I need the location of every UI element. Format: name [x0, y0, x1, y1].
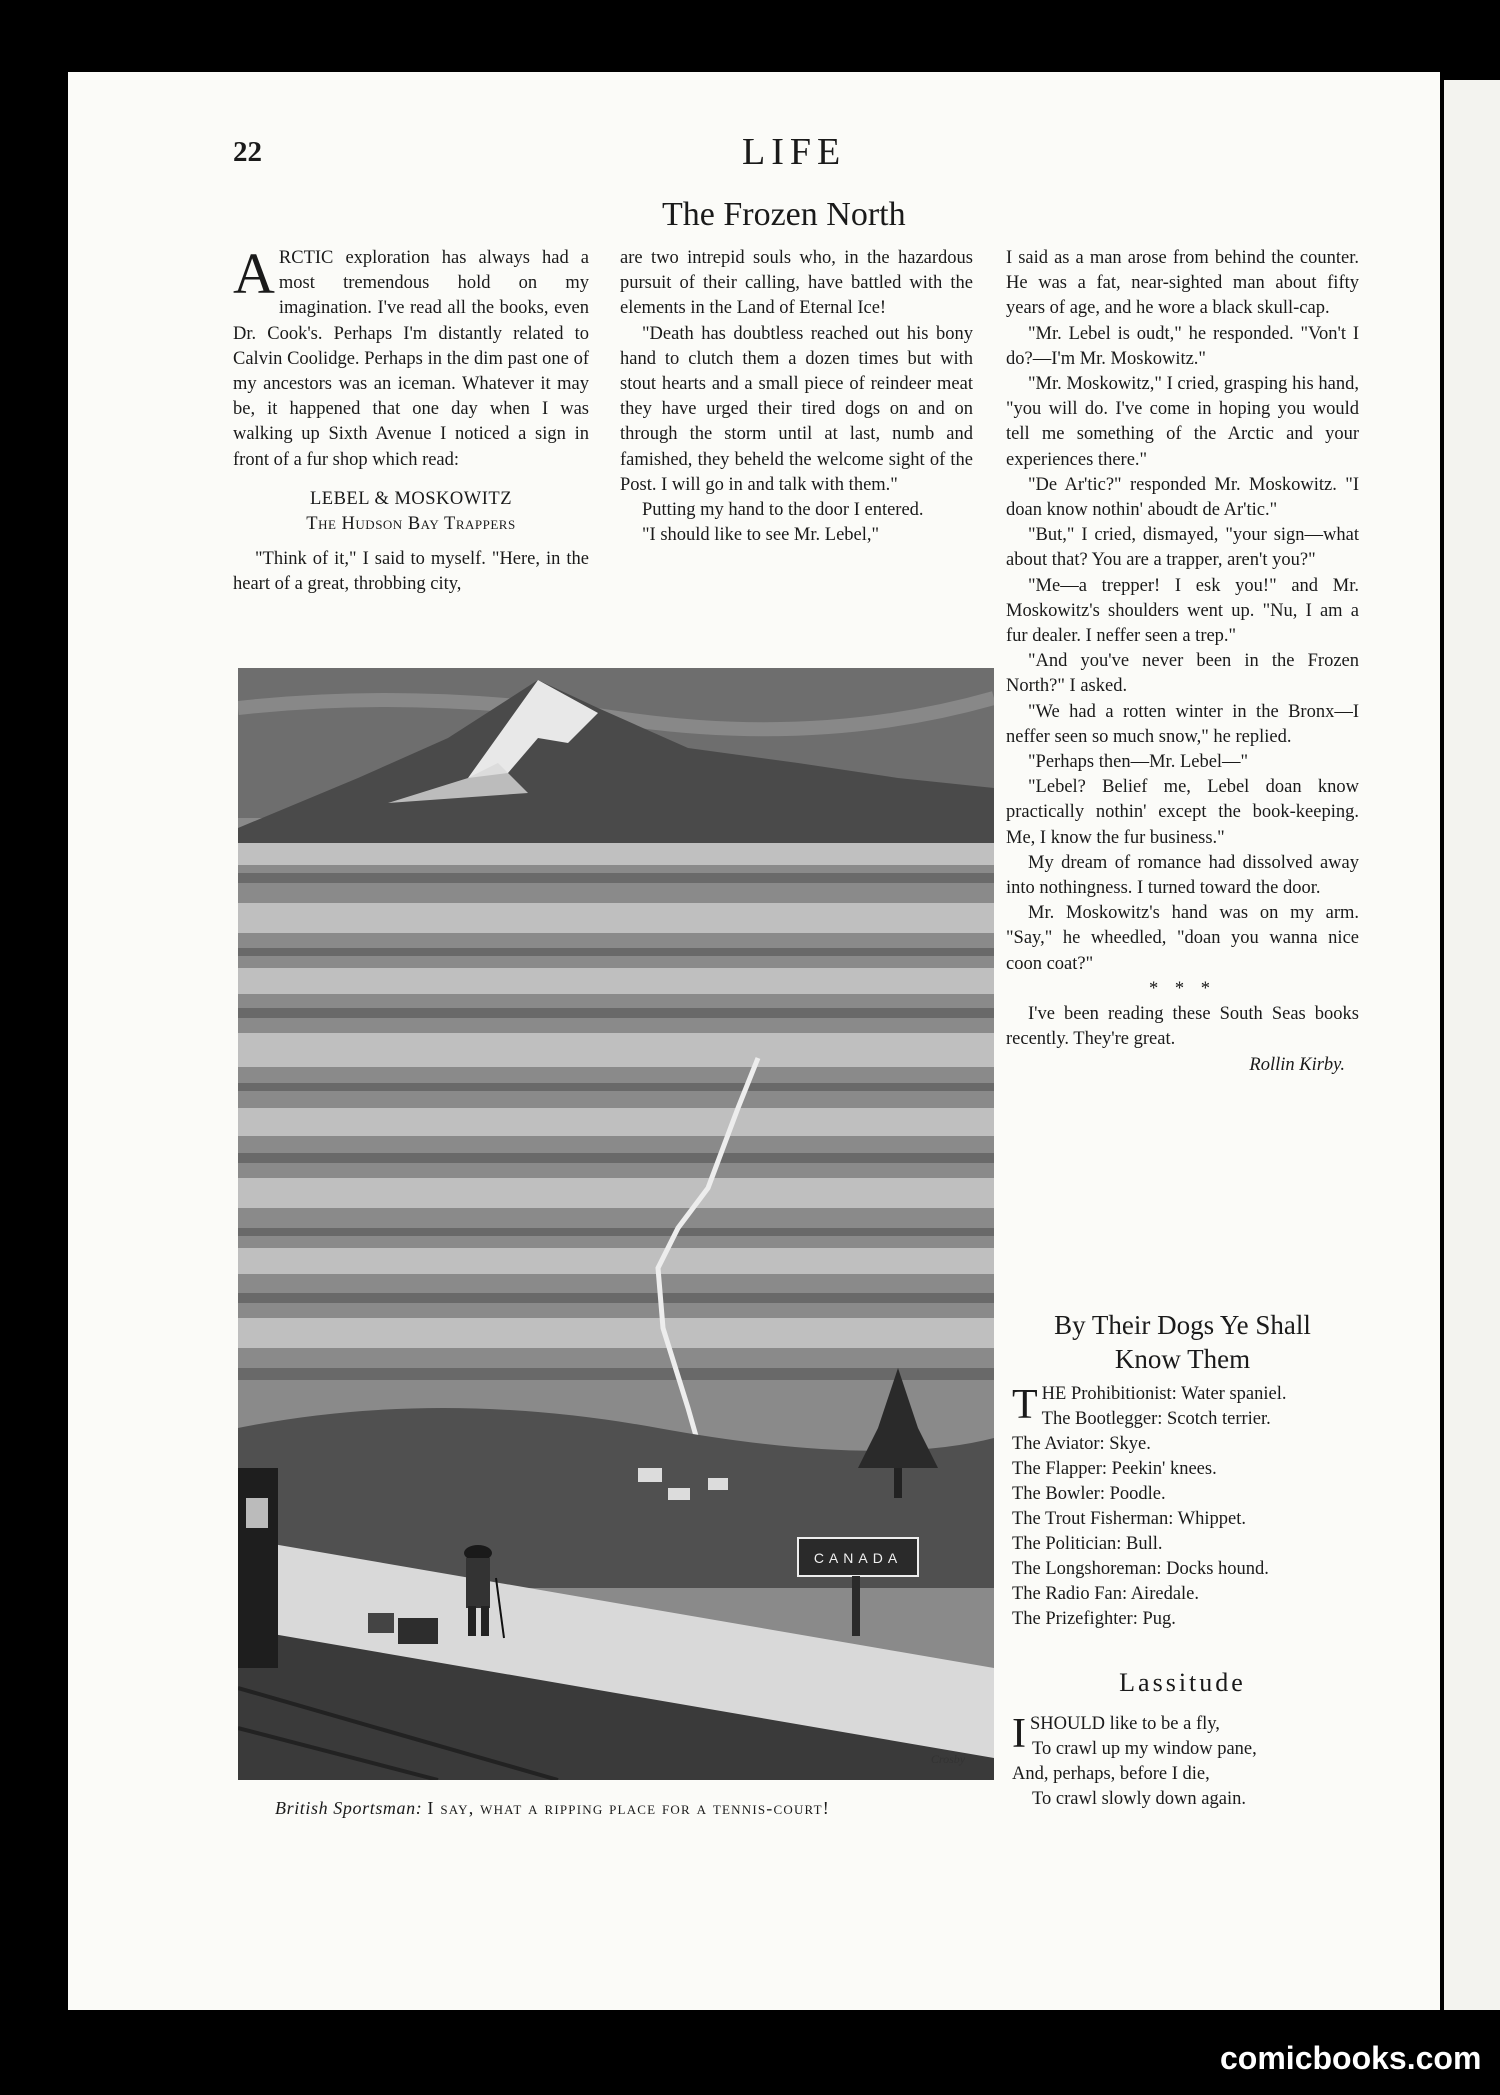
- list-item: The Bootlegger: Scotch terrier.: [1041, 1409, 1271, 1429]
- magazine-masthead: LIFE: [742, 131, 847, 173]
- list-item: The Prizefighter: Pug.: [1012, 1609, 1176, 1629]
- sign-text: CANADA: [813, 1550, 903, 1566]
- paragraph: "Think of it," I said to myself. "Here, in the heart of a great, throbbing city,: [233, 549, 589, 595]
- drop-cap: I: [1012, 1711, 1026, 1757]
- paragraph: Mr. Moskowitz's hand was on my arm. "Say," he wheedled, "doan you wanna nice coon coat?": [1006, 903, 1359, 974]
- paragraph: "Perhaps then—Mr. Lebel—": [1028, 752, 1249, 773]
- dogs-list: [1012, 1382, 1362, 1632]
- poem-line: ISHOULD like to be a fly,: [1012, 1711, 1220, 1757]
- paragraph: I said as a man arose from behind the counter. He was a fat, near-sighted man about fifty years of age, and he wore a black skull-cap.: [1006, 248, 1359, 319]
- opening-paragraph: ARCTIC exploration has always had a most tremendous hold on my imagination. I've read all the books, even Dr. Cook's. Perhaps I'm distantly related to Calvin Coolidge. Perhaps in the dim past one of my ancestors was an iceman. Whatever it may be, it happened that one day when I was walking up Sixth Avenue I noticed a sign in front of a fur shop which read:: [233, 241, 589, 470]
- illustration-drawing: [238, 668, 994, 1780]
- article-column-2: [620, 246, 973, 548]
- luggage: [398, 1618, 438, 1644]
- article-title-dogs: By Their Dogs Ye Shall Know Them: [1054, 1310, 1311, 1374]
- paragraph: Putting my hand to the door I entered.: [642, 500, 924, 521]
- paragraph: "And you've never been in the Frozen North?" I asked.: [1006, 651, 1359, 697]
- shop-sign-subtitle: The Hudson Bay Trappers: [306, 514, 516, 535]
- arctic-landscape-illustration: [238, 668, 994, 1780]
- paragraph: "De Ar'tic?" responded Mr. Moskowitz. "I doan know nothin' aboudt de Ar'tic.": [1006, 474, 1359, 521]
- list-item: The Politician: Bull.: [1012, 1534, 1163, 1554]
- list-item: The Trout Fisherman: Whippet.: [1012, 1509, 1246, 1529]
- article-title-frozen-north: The Frozen North: [662, 196, 906, 233]
- section-separator: * * *: [1149, 978, 1216, 999]
- list-item: The Radio Fan: Airedale.: [1012, 1584, 1200, 1604]
- article-column-3: [1006, 246, 1359, 1078]
- paragraph: "Death has doubtless reached out his bony hand to clutch them a dozen times but with stout hearts and a small piece of reindeer meat they have urged their tired dogs on and on through the storm until at last, numb and famished, they beheld the welcome sight of the Post. I will go in and talk with them.": [620, 323, 973, 495]
- article-column-1: [233, 241, 589, 598]
- illustration-caption: [275, 1798, 830, 1819]
- author-signature: Rollin Kirby.: [1249, 1054, 1345, 1075]
- list-item: The Flapper: Peekin' knees.: [1012, 1459, 1217, 1479]
- list-item: The Bowler: Poodle.: [1012, 1484, 1166, 1504]
- paragraph: "Mr. Lebel is oudt," he responded. "Von't I do?—I'm Mr. Moskowitz.": [1006, 323, 1359, 369]
- paragraph: "I should like to see Mr. Lebel,": [642, 525, 880, 546]
- poem-body: [1012, 1712, 1362, 1812]
- poem-title-lassitude: Lassitude: [1119, 1668, 1246, 1697]
- artist-signature: Crosby: [930, 1752, 966, 1766]
- caption-speaker: British Sportsman:: [275, 1798, 423, 1818]
- list-item: THE Prohibitionist: Water spaniel.: [1012, 1382, 1287, 1428]
- page-number: 22: [233, 136, 262, 168]
- paragraph: "Lebel? Belief me, Lebel doan know practically nothin' except the book-keeping. Me, I know the fur business.": [1006, 777, 1359, 848]
- caption-line: I say, what a ripping place for a tennis-court!: [427, 1798, 830, 1818]
- poem-line: To crawl up my window pane,: [1032, 1739, 1257, 1759]
- paragraph: "Me—a trepper! I esk you!" and Mr. Moskowitz's shoulders went up. "Nu, I am a fur dealer. I neffer seen a trep.": [1006, 575, 1359, 647]
- paragraph: "We had a rotten winter in the Bronx—I neffer seen so much snow," he replied.: [1006, 701, 1359, 747]
- paragraph: My dream of romance had dissolved away into nothingness. I turned toward the door.: [1006, 852, 1359, 899]
- list-item: The Aviator: Skye.: [1012, 1434, 1151, 1454]
- poem-line: And, perhaps, before I die,: [1012, 1764, 1210, 1784]
- shop-sign-name: LEBEL & MOSKOWITZ: [309, 488, 513, 509]
- source-watermark: comicbooks.com: [1220, 2040, 1482, 2076]
- paragraph: are two intrepid souls who, in the hazardous pursuit of their calling, have battled with the elements in the Land of Eternal Ice!: [620, 248, 973, 319]
- paragraph: "But," I cried, dismayed, "your sign—what about that? You are a trapper, aren't you?": [1006, 525, 1359, 571]
- drop-cap: T: [1012, 1382, 1038, 1428]
- adjacent-page-edge: [1444, 80, 1500, 2010]
- drop-cap: A: [233, 241, 275, 306]
- paragraph: "Mr. Moskowitz," I cried, grasping his hand, "you will do. I've come in hoping you would tell me something of the Arctic and your experiences there.": [1006, 374, 1359, 470]
- poem-line: To crawl slowly down again.: [1032, 1789, 1246, 1809]
- closing-paragraph: I've been reading these South Seas books recently. They're great.: [1006, 1004, 1359, 1050]
- list-item: The Longshoreman: Docks hound.: [1012, 1559, 1269, 1579]
- page-gutter: [1440, 72, 1444, 2010]
